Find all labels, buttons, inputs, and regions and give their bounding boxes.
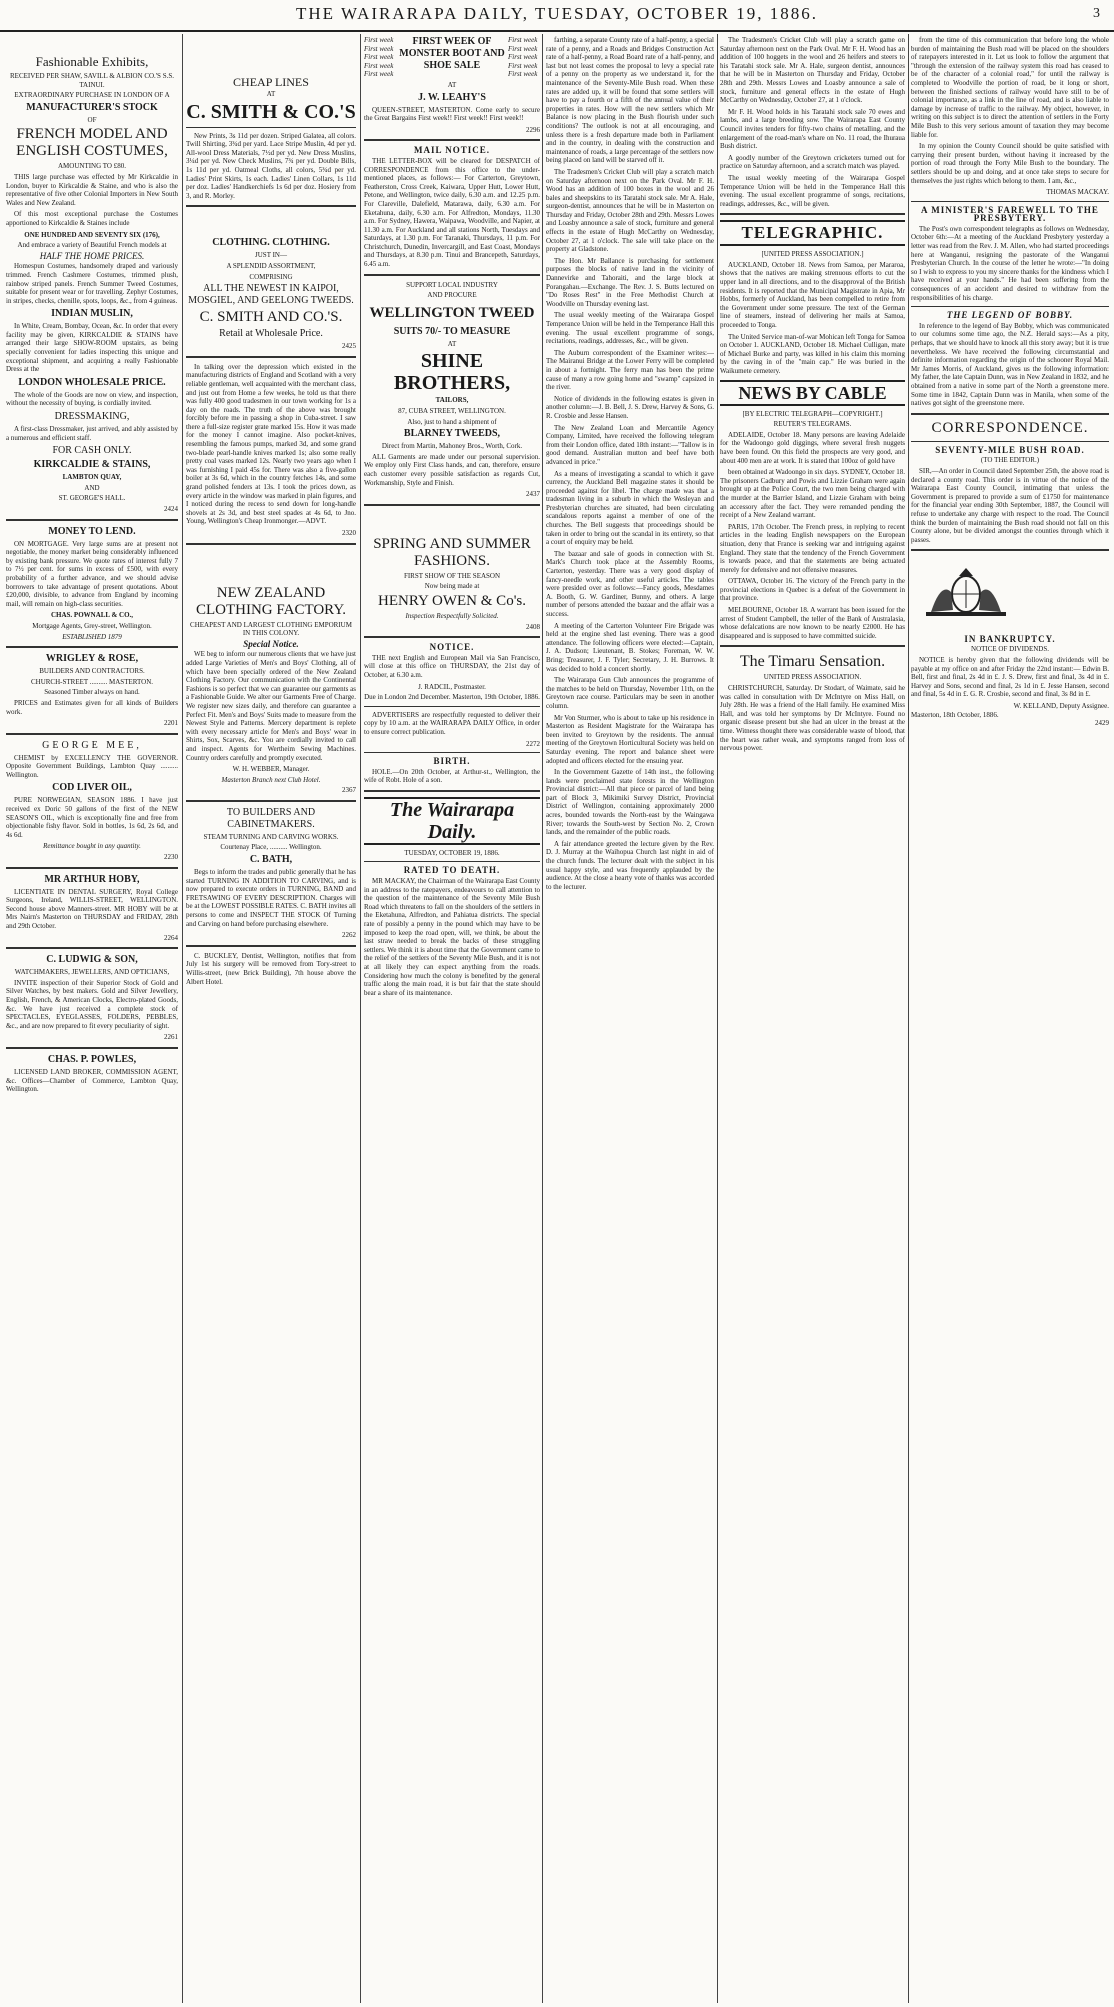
ad-heading: WELLINGTON TWEED <box>369 304 535 321</box>
editorial-body: MR MACKAY, the Chairman of the Wairarapa East County in an address to the ratepayers, endeavours to call attention to the question of the maintenance of the Seventy Mile Bush Road which threatens to fall on the shoulders of the settlers in the Eketahuna, Alfredton, and Pahiatua districts. The special rate of possibly a penny in the pound which may have to be imposed to keep the road open, will, we think, be about the last straw needed to break the backs of these struggling settlers. We think it is about time that the Government came to the relief of the settlers of the Seventy Mile Bush, and it is not at all likely they can expect anything from the roads. Considering how much the colony is benefited by the general traffic along the main road, it is but fair that the state should bear a share of its maintenance. <box>364 877 540 997</box>
column-rule <box>542 34 543 2003</box>
section-subheading: UNITED PRESS ASSOCIATION. <box>763 673 862 682</box>
ad-heading: C. LUDWIG & SON, <box>46 954 138 966</box>
ad-heading: LONDON WHOLESALE PRICE. <box>18 376 166 388</box>
divider <box>186 356 356 358</box>
divider <box>6 519 178 521</box>
divider <box>911 201 1109 202</box>
ad-number: 2429 <box>1095 719 1109 728</box>
telegraphic-heading: TELEGRAPHIC. <box>720 220 905 246</box>
divider <box>364 861 540 862</box>
ad-body: ON MORTGAGE. Very large sums are at present not negotiable, the money market being considerably influenced by existing bank pressure. We quote rates of interest fully 7 to 7½ per cent. for sums in excess of £500, with every probability of a further advance, and we should advise borrowers to take advantage of present quotations. About £20,000, divisible, to advance from England by incoming mail, will remain on high-class securities. <box>6 539 178 608</box>
ad-heading: MANUFACTURER'S STOCK <box>26 101 158 113</box>
ad-text: ESTABLISHED 1879 <box>62 632 122 641</box>
article-body: A fair attendance greeted the lecture given by the Rev. D. J. Murray at the Waihopua Church last night in aid of the church funds. The lecturer dealt with the subject in his usual happy style, and was frequently applauded by the audience. At the close a hearty vote of thanks was accorded to the lecturer. <box>546 839 714 891</box>
ad-text: AT <box>266 90 276 98</box>
article-body: The Tradesmen's Cricket Club will play a scratch game on Saturday afternoon next on the Park Oval. Mr F. H. Wood has an addition of 100 hoggets in the wool and 26 heifers and steers to his Taratahi stock sale. Mr A. Hale, surgeon dentist, announces that he will be in Masterton on Thursday and Friday, October 28th and 29th. Messrs Lowes and Loasby announce a sale of stock, furniture and general effects in the estate of Hugh McCarthy on Wednesday, October 27, at 1 o'clock. <box>720 36 905 105</box>
ad-body: The whole of the Goods are now on view, and inspection, without the necessity of buying, is cordially invited. <box>6 390 178 408</box>
ad-heading: BLARNEY TWEEDS, <box>403 428 501 440</box>
ad-heading: TO BUILDERS AND CABINETMAKERS. <box>226 806 316 830</box>
divider <box>6 1047 178 1049</box>
divider <box>186 205 356 207</box>
ad-heading: SHINE BROTHERS, <box>393 350 511 395</box>
ad-text: 87, CUBA STREET, WELLINGTON. <box>398 407 506 416</box>
ad-text: OF <box>87 115 97 124</box>
divider <box>911 549 1109 551</box>
divider <box>364 790 540 792</box>
sensation-heading: The Timaru Sensation. <box>739 653 886 671</box>
ad-heading: CHEAP LINES <box>233 75 309 89</box>
ad-heading: J. W. LEAHY'S <box>418 91 486 103</box>
ad-text: LAMBTON QUAY, <box>62 473 122 482</box>
ad-text: Special Notice. <box>243 638 299 649</box>
section-subheading: [BY ELECTRIC TELEGRAPH—COPYRIGHT.] <box>742 409 883 418</box>
ad-text: RECEIVED PER SHAW, SAVILL & ALBION CO.'S S.S. TAINUI. <box>10 72 174 89</box>
article-body: CHRISTCHURCH, Saturday. Dr Stodart, of Waimate, said he was called in consultation with Dr McIntyre on Miss Hall, on July 28th. He was a friend of the Hall family. He examined Miss Hall, and was told her symptoms by Dr McIntyre. Found no organic disease present but she had an ulcer in the breast at the time. Witness thought there was considerable waste of blood, that the heart was rather weak, and symptoms ranged from loss of nervous power. <box>720 684 905 753</box>
ad-text: A SPLENDID ASSORTMENT, <box>226 261 316 270</box>
ad-body: CHEMIST by EXCELLENCY THE GOVERNOR. Opposite Government Buildings, Lambton Quay .......... Wellington. <box>6 753 178 779</box>
ad-text: CHURCH-STREET .......... MASTERTON. <box>30 677 154 686</box>
ad-text: AND PROCURE <box>427 291 477 300</box>
ad-text: Seasoned Timber always on hand. <box>44 688 140 697</box>
divider <box>6 867 178 869</box>
ad-body: Homespun Costumes, handsomely draped and variously trimmed. French Cashmere Costumes, trimmed plush, rainbow striped panels. French Summer Tweed Costumes, suitable for present wear or for travelling. Zephyr Costumes, in stripes, checks, chenille, spots, loops, &c., from 4 guineas. <box>6 262 178 305</box>
section-heading: CORRESPONDENCE. <box>931 419 1089 436</box>
ad-heading: CHAS. P. POWLES, <box>47 1053 137 1065</box>
article-body: The bazaar and sale of goods in connection with St. Mark's Church took place at the Assembly Rooms, Carterton, yesterday. There was a very good display of fancy-needle work, and other useful articles. The tables were presided over as follows:—Fancy goods, Mesdames A. Booth, G. W. Gardiner, Bunny, and others. A large number of persons attended the bazaar and the affair was a success. <box>546 549 714 618</box>
ad-text: Also, just to hand a shipment of <box>407 417 497 426</box>
divider <box>720 645 905 647</box>
ad-number: 2424 <box>164 505 178 513</box>
ad-number: 2230 <box>164 853 178 862</box>
ad-text: J. RADCIL, Postmaster. <box>418 682 486 691</box>
divider <box>6 947 178 949</box>
ad-body: ALL Garments are made under our personal supervision. We employ only First Class hands, and can, therefore, ensure each customer every possible satisfaction as regards Cut, Workmanship, Style and Finish. <box>364 452 540 487</box>
article-body: A meeting of the Carterton Volunteer Fire Brigade was held at the engine shed last evening. There was a good attendance. The following officers were elected:—Captain, J. A. Dudson; Lieutenant, B. Stokes; Foreman, W. W. Bring; Treasurer, J. F. Tyler; Secretary, J. H. Burrows. It was decided to hold a concert shortly. <box>546 621 714 673</box>
article-body: AUCKLAND, October 18. News from Samoa, per Mararoa, shows that the natives are making strenuous efforts to cut the upper land in all directions, and to the disapproval of the British residents. It is reported that the Municipal Magistrate in Apia, Mr Hobbs, formerly of Auckland, has been compelled to retire from the Government under some pressure. The text of the German line of steamers, instead of delivering her mails at Samoa, proceeded to Tonga. <box>720 260 905 330</box>
ad-text: Retail at Wholesale Price. <box>219 328 323 340</box>
ad-number: 2272 <box>526 739 540 748</box>
masthead <box>0 0 1114 32</box>
ad-heading: HALF THE HOME PRICES. <box>39 250 145 261</box>
section-subheading: (TO THE EDITOR.) <box>980 456 1040 465</box>
section-heading: BIRTH. <box>433 756 471 767</box>
ad-heading: DRESSMAKING, <box>54 411 130 423</box>
divider <box>364 706 540 707</box>
ad-number: 2262 <box>342 931 356 940</box>
section-subheading: REUTER'S TELEGRAMS. <box>773 420 852 429</box>
ad-text: COMPRISING <box>249 272 293 281</box>
ad-number: 2437 <box>526 490 540 499</box>
ad-number: 2367 <box>342 786 356 795</box>
ad-text: EXTRAORDINARY PURCHASE IN LONDON OF A <box>14 91 170 100</box>
divider <box>911 413 1109 415</box>
ad-body: INVITE inspection of their Superior Stock of Gold and Silver Watches, by best makers. Gold and Silver Jewellery, English, French, & American Clocks, Electro-plated Goods, &c. We have just received a complete stock of SPECTACLES, EYEGLASSES, FOLDERS, PEBBLES, &c., and are now prepared to fit every peculiarity of sight. <box>6 978 178 1030</box>
divider <box>364 752 540 753</box>
ad-text: Remittance bought in any quantity. <box>43 842 141 851</box>
ad-body: New Prints, 3s 11d per dozen. Striped Galatea, all colors. Twill Shirting, 3¾d per yard. Lace Stripe Muslin, 4d per yd. All-wool Dress Materials, 7½d per yd. New Dress Muslins, 3¼d per yd. New Check Muslins, 7¾ per yd. Double Bills, 1s 11d per yd. Oatmeal Cloths, all colors, 5¾d per yd. Ladies' Print Skirts, 1s each. Ladies' Linen Collars, 1s 11d per doz. Ladies' Handkerchiefs 1s 6d per doz. Hosiery from 3, and R. Morley. <box>186 131 356 200</box>
letter-signature: THOMAS MACKAY. <box>1046 188 1109 197</box>
ad-heading: CLOTHING. CLOTHING. <box>212 237 330 249</box>
article-body: ADELAIDE, October 18. Many persons are leaving Adelaide for the Wadoongo gold diggings, where several fresh nuggets have been found. On this field the prospects are very good, and about 400 men are at work. It is stated that 100oz of gold have <box>720 430 905 465</box>
ad-body: PURE NORWEGIAN, SEASON 1886. I have just received ex Doric 50 gallons of the first of the NEW SEASON'S OIL, which is exceptionally fine and free from objectionable fishy flavor. Sold in bottles, 1s 6d, 2s 6d, and 4s 6d. <box>6 796 178 839</box>
ad-text: Courtenay Place, .......... Wellington. <box>220 843 322 852</box>
divider <box>364 504 540 506</box>
divider <box>186 543 356 545</box>
column-6 <box>911 36 1109 2001</box>
article-body: In my opinion the County Council should be quite satisfied with carrying their present burden, without having it increased by the portion of road through the Forty Mile Bush to the boundary. The settlers should be up and doing, and at once take steps to secure for themselves the just rights which belong to them. I am, &c., <box>911 142 1109 185</box>
article-body: Notice of dividends in the following estates is given in another column:—J. B. Bell, J. S. Drew, Harvey & Sons, G. R. Crosbie and Jesse Hansen. <box>546 394 714 420</box>
article-body: In reference to the legend of Bay Bobby, which was communicated to our columns some time ago, the N.Z. Herald says:—As a pity, perhaps, that we should have to knock all this story away; but it is true nevertheless. We have received the following circumstantial and definite information regarding the origin of the schooner Royal Mail. Mr James Morris, of Auckland, gives us the following information: My father, the late Captain Dunn, was in New Zealand in 1832, and he obtained from a native in some part of the North a greenstone mere. Some time in 1842, Captain Dunn was in Manila, when some of the natives got sight of the greenstone mere. <box>911 321 1109 408</box>
column-rule <box>360 34 361 2003</box>
section-subheading: SEVENTY-MILE BUSH ROAD. <box>935 444 1085 455</box>
ad-body: THE LETTER-BOX will be cleared for DESPATCH of CORRESPONDENCE from this office to the under-mentioned places, as follows:— For Carterton, Greytown, Featherston, Cross Creek, Kaiwara, Upper Hutt, Lower Hutt, Petone, and Wellington, twice daily, 6.30 a.m. and 12.25 p.m. For Clareville, Dalefield, Matarawa, daily, 6.30 a.m. For Eketahuna, daily, 6.30 a.m. For Alfredton, Mondays, 11.30 a.m. For Sydney, Hawera, Waipawa, Woodville, and Napier, at 11.30 a.m. For Auckland and all stations North, Tuesdays and Saturdays, at 1.30 p.m. For Taranaki, Thursdays, 11 p.m. For Christchurch, Dunedin, Invercargill, and East Coast, Mondays and Thursdays, at 8.30 p.m. Tinui and Brancepeth, Saturdays, 6.45 a.m. <box>364 156 540 269</box>
divider <box>186 945 356 947</box>
section-heading: A MINISTER'S FAREWELL TO THE PRESBYTERY. <box>921 204 1099 224</box>
article-body: The Post's own correspondent telegraphs as follows on Wednesday, October 6th:—At a meeting of the Auckland Presbytery yesterday a letter was read from the Rev. J. M. Allen, who had started proceedings here at Wanganui, resigning the pastorate of the Wanganui Presbyterian Church. In the course of the letter he wrote:—"In doing so I wish to express to you my sincere thanks for the kindness which I have received at your hands." He had been suffering from the consequences of an accident and desired to withdraw from the responsibilities of his charge. <box>911 224 1109 302</box>
ad-body: QUEEN-STREET, MASTERTON. Come early to secure the Great Bargains First week!! First week!! First week!! <box>364 105 540 123</box>
article-body: The Tradesmen's Cricket Club will play a scratch match on Saturday afternoon next on the Park Oval. Mr F. H. Wood has an addition of 100 boxes in the wool and 26 bales and sheepskins to its Taratahi stock sale. Mr A. Hale, surgeon-dentist, announces that he will be in Masterton on Thursday and Friday, October 28th and 29th. Messrs Lowes and Loasby announce a sale of stock, furniture and general effects in the estate of Hugh McCarthy on Wednesday, October 27, at 1 o'clock. The sale will take place on the property at Gladstone. <box>546 167 714 254</box>
ad-side-text: First week First week First week First week First week <box>508 36 538 79</box>
ad-heading: SPRING AND SUMMER FASHIONS. <box>373 535 531 569</box>
divider <box>720 213 905 215</box>
ad-heading: INDIAN MUSLIN, <box>51 308 133 320</box>
divider <box>364 139 540 141</box>
ad-text: TAILORS, <box>435 396 469 405</box>
divider <box>911 306 1109 307</box>
divider <box>364 636 540 638</box>
ad-heading: GEORGE MEE, <box>42 739 142 751</box>
notice-date: Masterton, 18th October, 1886. <box>911 710 999 719</box>
cable-heading: NEWS BY CABLE <box>720 380 905 406</box>
ad-text: SUITS 70/- TO MEASURE <box>393 325 511 337</box>
divider <box>911 441 1109 442</box>
ad-text: SUPPORT LOCAL INDUSTRY <box>406 280 498 289</box>
ad-body: WE beg to inform our numerous clients that we have just added Large Varieties of Men's and Boys' Clothing, all of which have been specially ordered of the New Zealand Clothing Factory. Our communication with the Continental Fashions is so perfect that we can guarantee our garments as a Fashionable Guide. We alter our Garments Free of Charge. We register new sizes daily, and therefore can guarantee a Perfect Fit. Men's and Boys' Suits made to measure from the Newest Style and Patterns. Mercery department is replete with every necessary article for Men's and Boys' wear in Shirts, Sox, Scarves, &c. You are cordially invited to call and inspect. Agents for Wertheim Sewing Machines. Country orders carefully and promptly executed. <box>186 650 356 762</box>
ad-heading: HENRY OWEN & Co's. <box>378 592 526 609</box>
article-body: farthing, a separate County rate of a half-penny, a special rate of a penny, and a Roads and Bridges Construction Act rate of a half-penny, a Road Board rate of a half-penny, and last but not least comes the proposal to levy a special rate of a penny on the property as we understand it, for the maintenance of the Seventy-Mile Bush road. When these rates are added up, it will be found that some settlers will have to pay a fourth or a fifth of the annual value of their properties in rates. How will the new settlers which Mr Balance is now placing in the Bush flourish under such conditions? The outlook is not at all encouraging, and unless there is a fresh departure made both in Parliament and in the country, in dealing with the construction and maintenance of roads, a large percentage of the settlers now being placed on land will be starved off it. <box>546 36 714 165</box>
ad-heading: FIRST WEEK OF MONSTER BOOT AND SHOE SALE <box>399 36 505 71</box>
ad-number: 2408 <box>526 622 540 631</box>
ad-text: WATCHMAKERS, JEWELLERS, AND OPTICIANS, <box>14 968 170 977</box>
editorial-heading: RATED TO DEATH. <box>403 865 501 876</box>
article-body: been obtained at Wadoongo in six days. SYDNEY, October 18. The prisoners Cadbury and Powis and Lizzie Graham were again brought up at the Police Court, the two men being charged with the murder at the Barrier Island, and Lizzie Graham with being an accessory after the fact. They were remanded pending the receipt of a New Zealand warrant. <box>720 468 905 520</box>
ad-heading: C. BATH, <box>249 854 293 866</box>
article-body: In the Government Gazette of 14th inst., the following lands were proclaimed state forests in the Wellington Provincial district:—All that piece or parcel of land being part of Block 3, Mikimiki Survey District, Provincial District of Wellington, containing approximately 2000 acres, bounded towards the North-east by the Waingawa River; towards the South-west by Section No. 2, Crown lands, and the remainder of the public roads. <box>546 768 714 837</box>
ad-text: BUILDERS AND CONTRACTORS. <box>39 667 145 676</box>
ad-text: ST. GEORGE'S HALL. <box>58 494 126 503</box>
article-body: The Hon. Mr Ballance is purchasing for settlement purposes the blocks of native land in the vicinity of Dannevirke and Tahoraiti, and the large block at Porangahau.—Exchange. The Rev. J. S. Butts lectured on "Do Roses Rest" in the Free Methodist Church at Woodville on Thursday evening last. <box>546 256 714 308</box>
section-subheading: [UNITED PRESS ASSOCIATION.] <box>761 250 864 259</box>
ad-heading: MONEY TO LEND. <box>48 525 136 537</box>
article-body: As a means of investigating a scandal to which it gave currency, the Auckland Bell magazine states it should be proceeded against for libel. The charge made was that a tradesman living in a suburb in which the Wesleyan and Presbyterian churches are situated, had been circulating scandalous reports against a member of one of the churches. The Bell suggests that proceedings should be taken in order to bring out the scandal in its entirety, so that a court of enquiry may be held. <box>546 469 714 547</box>
ad-heading: Fashionable Exhibits, <box>35 54 149 69</box>
article-body: MELBOURNE, October 18. A warrant has been issued for the arrest of Student Campbell, the teller of the Bank of Australasia, whose defalcations are now known to be nearly £2000. He has disappeared and is supposed to have committed suicide. <box>720 606 905 640</box>
ad-text: AND <box>84 483 100 492</box>
article-body: The United Service man-of-war Mohican left Tonga for Samoa on October 1. AUCKLAND, October 18. Michael Culligan, mate of Michael Burke and party, was killed in his claim this morning by the caving in of the "main cap." He was buried in the Waikumete cemetery. <box>720 332 905 375</box>
ad-text: Masterton Branch next Club Hotel. <box>221 775 321 784</box>
ad-body: C. BUCKLEY, Dentist, Wellington, notifies that from July 1st his surgery will be removed from Tory-street to Willis-street, (new Brick Building), 7th house above the Albert Hotel. <box>186 951 356 986</box>
ad-text: AT <box>447 80 457 89</box>
section-heading: THE LEGEND OF BOBBY. <box>946 310 1074 321</box>
ad-text: And embrace a variety of Beautiful French models at <box>17 241 167 250</box>
ad-number: 2201 <box>164 719 178 728</box>
issue-date: TUESDAY, OCTOBER 19, 1886. <box>404 848 500 857</box>
ad-number: 2425 <box>342 342 356 351</box>
divider <box>364 274 540 276</box>
notice-body: HOLE.—On 20th October, at Arthur-st., Wellington, the wife of Robt. Hole of a son. <box>364 767 540 785</box>
section-heading: IN BANKRUPTCY. <box>964 633 1056 644</box>
ad-text: Direct from Martin, Mahoney Bros., Worth, Cork. <box>381 442 523 451</box>
column-2 <box>186 36 356 2001</box>
column-rule <box>182 34 183 2003</box>
ad-text: CHEAPEST AND LARGEST CLOTHING EMPORIUM IN THIS COLONY. <box>190 620 352 638</box>
article-body: The Auburn correspondent of the Examiner writes:—The Mairanui Bridge at the Lower Ferry will be completed in about a fortnight. The ferry man has been the prime cause of many a row going home and "swamp" capsized in the river. <box>546 348 714 392</box>
ad-heading: FOR CASH ONLY. <box>52 445 132 457</box>
ad-body: ADVERTISERS are respectfully requested to deliver their copy by 10 a.m. at the WAIRARAPA DAILY Office, in order to ensure correct publication. <box>364 710 540 736</box>
royal-arms-icon <box>911 562 1021 622</box>
ad-text: FIRST SHOW OF THE SEASON <box>403 571 501 580</box>
ad-heading: KIRKCALDIE & STAINS, <box>33 459 151 471</box>
ad-text: W. H. WEBBER, Manager. <box>232 765 310 774</box>
ad-text: Inspection Respectfully Solicited. <box>405 611 499 620</box>
notice-signature: W. KELLAND, Deputy Assignee. <box>1013 702 1109 711</box>
ad-body: THE next English and European Mail via San Francisco, will close at this office on THURSDAY, the 21st day of October, at 6.30 a.m. <box>364 653 540 679</box>
ad-text: Now being made at <box>424 582 480 591</box>
ad-body: In White, Cream, Bombay, Ocean, &c. In order that every facility may be given, KIRKCALDIE & STAINS have arranged their large SHOW-ROOM upstairs, as being specially convenient for ladies inspecting this unique and exceptional shipment, and acquiring a really Fashionable Dress at the <box>6 322 178 374</box>
column-4 <box>546 36 714 2001</box>
masthead-title: THE WAIRARAPA DAILY, TUESDAY, OCTOBER 19, 1886. <box>295 4 819 23</box>
ad-text: STEAM TURNING AND CARVING WORKS. <box>203 832 339 841</box>
ad-heading: C. SMITH & CO.'S <box>186 100 356 123</box>
section-heading: MAIL NOTICE. <box>413 145 490 156</box>
ad-side-text: First week First week First week First week First week <box>364 36 394 79</box>
article-body: Mr Von Sturmer, who is about to take up his residence in Masterton as Resident Magistrate for the Wairarapa has been invited to Greytown by the residents. The annual meeting of the Greytown Horticultural Society was held on Saturday evening. The report and balance sheet were adopted and officers elected for the ensuing year. <box>546 713 714 765</box>
column-1 <box>6 36 178 2001</box>
ad-text: Due in London 2nd December. Masterton, 19th October, 1886. <box>364 693 540 702</box>
ad-body: LICENTIATE IN DENTAL SURGERY, Royal College Surgeons, Ireland, WILLIS-STREET, WELLINGTON. Second house above Manners-street. MR HOBY will be at Mrs Nairn's Masterton on THURSDAY and FRIDAY, 28th and 29th October. <box>6 887 178 930</box>
article-body: NOTICE is hereby given that the following dividends will be payable at my office on and after Friday the 22nd instant:— Edwin B. Bell, first and final, 2s 4d in £. J. S. Drew, first and final, 3s 4d in £. Harvey and Sons, second and final, 2s 1d in £. Jesse Hansen, second and final, 5s 4d in £. G. R. Crosbie, second and final, 3s 8d in £. <box>911 656 1109 699</box>
column-rule <box>908 34 909 2003</box>
article-body: OTTAWA, October 16. The victory of the French party in the provincial elections in Quebec is a defeat of the Government in that province. <box>720 577 905 603</box>
ad-heading: NEW ZEALAND CLOTHING FACTORY. <box>195 584 347 618</box>
ad-heading: FRENCH MODEL AND ENGLISH COSTUMES, <box>16 126 168 160</box>
article-body: The New Zealand Loan and Mercantile Agency Company, Limited, have received the following telegram from their London office, dated 18th instant:—"Tallow is in good demand. Australian mutton and beef have both advanced in price." <box>546 423 714 466</box>
section-subheading: NOTICE OF DIVIDENDS. <box>971 645 1049 654</box>
section-heading: NOTICE. <box>429 642 475 653</box>
ad-number: 2261 <box>164 1033 178 1042</box>
article-body: Mr F. H. Wood holds in his Taratahi stock sale 70 ewes and lambs, and a large breeding sow. The Wairarapa East County Council invites tenders for fifty-two chains of metalling, and the enlargement of the road-man's whare on No. 11 road, the Ihuraua Bush district. <box>720 107 905 151</box>
article-body: A goodly number of the Greytown cricketers turned out for practice on Saturday afternoon, and a scratch match was played. <box>720 153 905 171</box>
ad-body: Of this most exceptional purchase the Costumes apportioned to Kirkcaldie & Staines include <box>6 210 178 227</box>
ad-number: 2296 <box>526 125 540 134</box>
ad-heading: ALL THE NEWEST IN KAIPOI, MOSGIEL, AND GEELONG TWEEDS. <box>188 283 354 307</box>
article-body: The usual weekly meeting of the Wairarapa Gospel Temperance Union will be held in the Temperance Hall this evening. The usual excellent programme of songs, recitations, readings, addresses, &c., will be given. <box>720 173 905 208</box>
ad-body: Begs to inform the trades and public generally that he has started TURNING IN ADDITION TO CARVING, and is now prepared to execute orders in TURNING, BAND and FRETSAWING OF EVERY DESCRIPTION. Charges will be at the LOWEST POSSIBLE RATES. C. BATH invites all persons to come and INSPECT THE STOCK Of Turning and Carving on hand before purchasing elsewhere. <box>186 868 356 928</box>
ad-heading: WRIGLEY & ROSE, <box>45 653 139 665</box>
column-3 <box>364 36 540 2001</box>
article-body: from the time of this communication that before long the whole burden of maintaining the Bush road will be placed on the shoulders of ratepayers interested in it. Let us look to follow the argument that "through the extension of the railway system this road has ceased to be of the character of a colonial road," for until the railway is completed to Woodville the portion of road, be it long or short, between the finished sections of railway would have still to be of colonial importance, as a link in the line of road, and is also liable to damage by increase of traffic to the railway. My object, however, in writing on this subject is to direct the attention of settlers in the Forty Mile Bush to this very serious amount of taxation they may become liable for. <box>911 36 1109 139</box>
ad-heading: COD LIVER OIL, <box>52 782 132 794</box>
ad-number: 2320 <box>342 529 356 537</box>
ad-body: In talking over the depression which existed in the manufacturing districts of England and Scotland with a very reliable gentleman, well acquainted with the merchant class, and just out from Home a few weeks, he told us that there was fully 400 good tradesmen in our town working for 1s a day on the roads. The truth of the above was brought forcibly before me in passing a shop in Cuba-street. I saw there a full-size register grate marked 15s. How it was made for the money I cannot imagine. Also pocket-knives, resembling the famous pumps, marked 3d, and some grand two-blade pearl-handle knives marked 1s; also some really pretty coal vases marked 12s. Nearly two years ago when I was furnishing I paid 45s for. There was also a five-gallon boiler at 3s 6d, which in the country fetches 14s, and some grand polished fenders at 13s. I took the prices down, as every article in the window was marked in plain figures, and I noticed during the recess to send down for long-handle shovels at 2s 3d, and best steel spades at 4s 6d, to Jno. Young, Wellington's Cheap Ironmonger.—ADVT. <box>186 362 356 526</box>
paper-title: The Wairarapa Daily. <box>364 797 540 845</box>
ad-body: A first-class Dressmaker, just arrived, and ably assisted by a numerous and efficient staff. <box>6 425 178 442</box>
column-5 <box>720 36 905 2001</box>
ad-text: CHAS. POWNALL & CO., <box>50 611 134 620</box>
article-body: SIR,—An order in Council dated September 25th, the above road is declared a county road. This order is in virtue of the notice of the Wairarapa East County Council, intimating that unless the Government is prepared to provide a sum of £1750 for maintenance for the financial year ending 30th September, 1887, the Council will refuse to undertake any charge with respect to the road. The Council think the burden of maintaining the Bush road should not fall on this County alone, but be divided amongst the counties through which it passes. <box>911 466 1109 544</box>
ad-body: LICENSED LAND BROKER, COMMISSION AGENT, &c. Offices—Chamber of Commerce, Lambton Quay, Wellington. <box>6 1067 178 1094</box>
page-number: 3 <box>1093 6 1100 21</box>
ad-text: AMOUNTING TO £80. <box>58 162 126 171</box>
ad-heading: MR ARTHUR HOBY, <box>44 873 140 885</box>
divider <box>6 646 178 648</box>
divider <box>6 733 178 735</box>
ad-body: THIS large purchase was effected by Mr Kirkcaldie in London, buyer to Kirkcaldie & Staine, and who is also the representative of five other Colonial Importers in New South Wales and New Zealand. <box>6 172 178 207</box>
ad-text: AT <box>447 339 457 348</box>
ad-text: Mortgage Agents, Grey-street, Wellington. <box>32 621 152 630</box>
column-rule <box>717 34 718 2003</box>
ad-heading: ONE HUNDRED AND SEVENTY SIX (176), <box>24 230 160 239</box>
article-body: The usual weekly meeting of the Wairarapa Gospel Temperance Union will be held in the Temperance Hall this evening. The usual excellent programme of songs, recitations, readings, addresses, &c., will be given. <box>546 311 714 346</box>
ad-heading: C. SMITH AND CO.'S. <box>199 309 343 326</box>
ad-body: PRICES and Estimates given for all kinds of Builders work. <box>6 698 178 716</box>
article-body: PARIS, 17th October. The French press, in replying to recent articles in the leading English newspapers on the European situation, deny that France is seeking war and intriguing against England. They state that the tendency of the French Government is towards peace, and that the statements are being actuated merely for defensive and not offensive measures. <box>720 522 905 574</box>
boot-sale-ad <box>364 36 540 79</box>
article-body: The Wairarapa Gun Club announces the programme of the matches to be held on Thursday, November 11th, on the Greytown race course. Particulars may be seen in another column. <box>546 676 714 710</box>
ad-number: 2264 <box>164 933 178 942</box>
ad-text: JUST IN— <box>255 251 287 260</box>
divider <box>186 127 356 128</box>
divider <box>186 800 356 802</box>
